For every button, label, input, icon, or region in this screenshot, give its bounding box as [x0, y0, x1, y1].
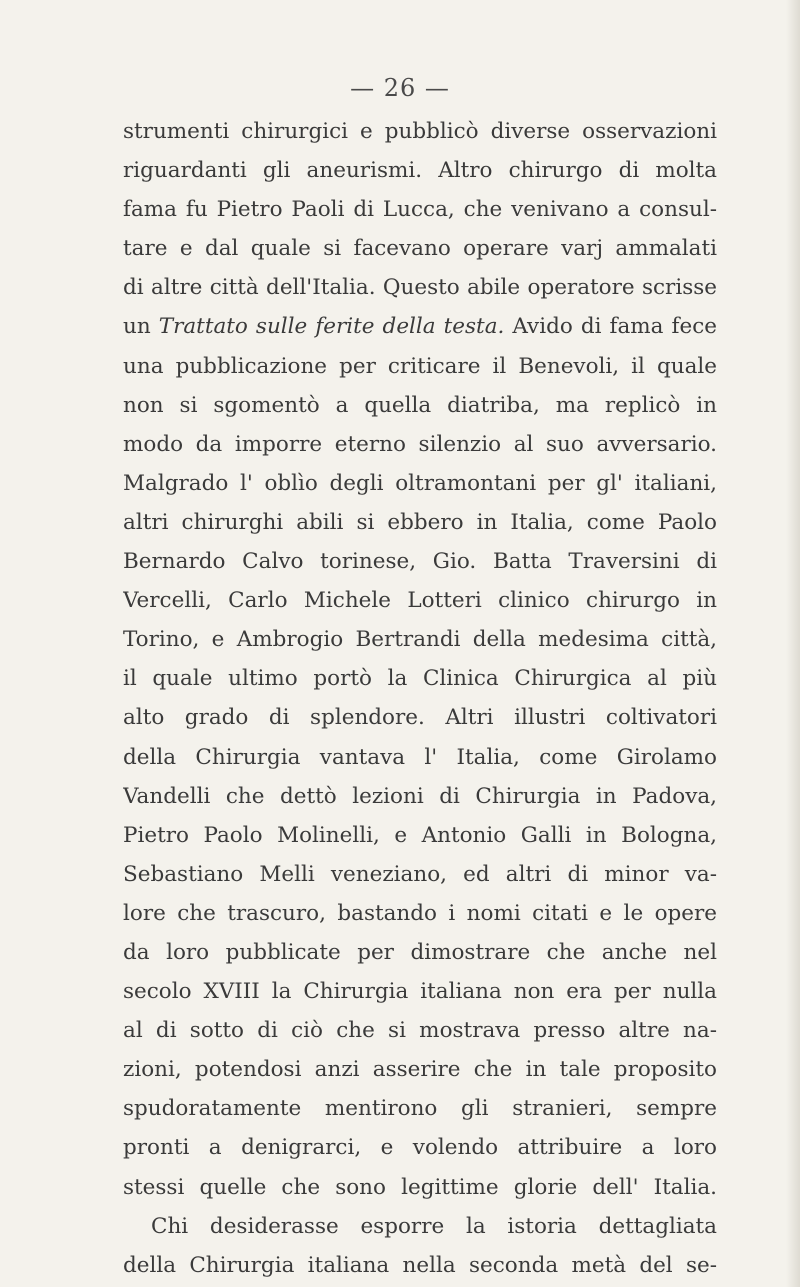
text-line: stessi quelle che sono legittime glorie dell' Italia.	[123, 1174, 717, 1200]
text-line: Torino, e Ambrogio Bertrandi della medesima città,	[123, 627, 717, 653]
text-line: alto grado di splendore. Altri illustri coltivatori	[123, 705, 717, 731]
text-line: Vercelli, Carlo Michele Lotteri clinico chirurgo in	[123, 588, 717, 614]
body-text	[123, 112, 717, 1285]
page-number: — 26 —	[350, 74, 450, 102]
text-line: strumenti chirurgici e pubblicò diverse osservazioni	[123, 119, 717, 144]
text-line: al di sotto di ciò che si mostrava presso altre na-	[123, 1018, 717, 1044]
paragraph-start-line: Chi desiderasse esporre la istoria dettagliata	[151, 1213, 717, 1239]
text-line: il quale ultimo portò la Clinica Chirurgica al più	[123, 666, 717, 692]
text-line: modo da imporre eterno silenzio al suo avversario.	[123, 431, 717, 457]
text-line: della Chirurgia italiana nella seconda metà del se-	[123, 1252, 717, 1278]
text-fragment: un	[123, 314, 159, 340]
book-title: Trattato sulle ferite della testa.	[158, 314, 505, 340]
text-line: Malgrado l' oblìo degli oltramontani per gl' italiani,	[123, 470, 717, 496]
text-line: da loro pubblicate per dimostrare che anche nel	[123, 939, 717, 965]
text-line: della Chirurgia vantava l' Italia, come Girolamo	[123, 744, 717, 770]
text-line: pronti a denigrarci, e volendo attribuire a loro	[123, 1135, 717, 1161]
text-line: riguardanti gli aneurismi. Altro chirurgo di molta	[123, 158, 717, 184]
text-line: non si sgomentò a quella diatriba, ma replicò in	[123, 392, 717, 418]
text-line: Vandelli che dettò lezioni di Chirurgia in Padova,	[123, 783, 717, 809]
page-edge-shadow	[786, 0, 800, 1287]
text-line: una pubblicazione per criticare il Benevoli, il quale	[123, 353, 717, 379]
text-line: secolo XVIII la Chirurgia italiana non era per nulla	[123, 979, 717, 1005]
text-line: Sebastiano Melli veneziano, ed altri di minor va-	[123, 861, 717, 887]
text-line: altri chirurghi abili si ebbero in Italia, come Paolo	[123, 509, 717, 535]
text-line: fama fu Pietro Paoli di Lucca, che venivano a consul-	[123, 197, 717, 223]
text-line-with-title	[123, 307, 717, 346]
text-line: spudoratamente mentirono gli stranieri, sempre	[123, 1096, 717, 1122]
text-line: Bernardo Calvo torinese, Gio. Batta Traversini di	[123, 549, 717, 575]
text-fragment: Avido di fama fece	[504, 314, 717, 340]
text-line: zioni, potendosi anzi asserire che in tale proposito	[123, 1057, 717, 1083]
text-line: tare e dal quale si facevano operare varj ammalati	[123, 236, 717, 262]
text-line: di altre città dell'Italia. Questo abile operatore scrisse	[123, 275, 717, 301]
text-line: Pietro Paolo Molinelli, e Antonio Galli in Bologna,	[123, 822, 717, 848]
text-line: lore che trascuro, bastando i nomi citati e le opere	[123, 900, 717, 926]
